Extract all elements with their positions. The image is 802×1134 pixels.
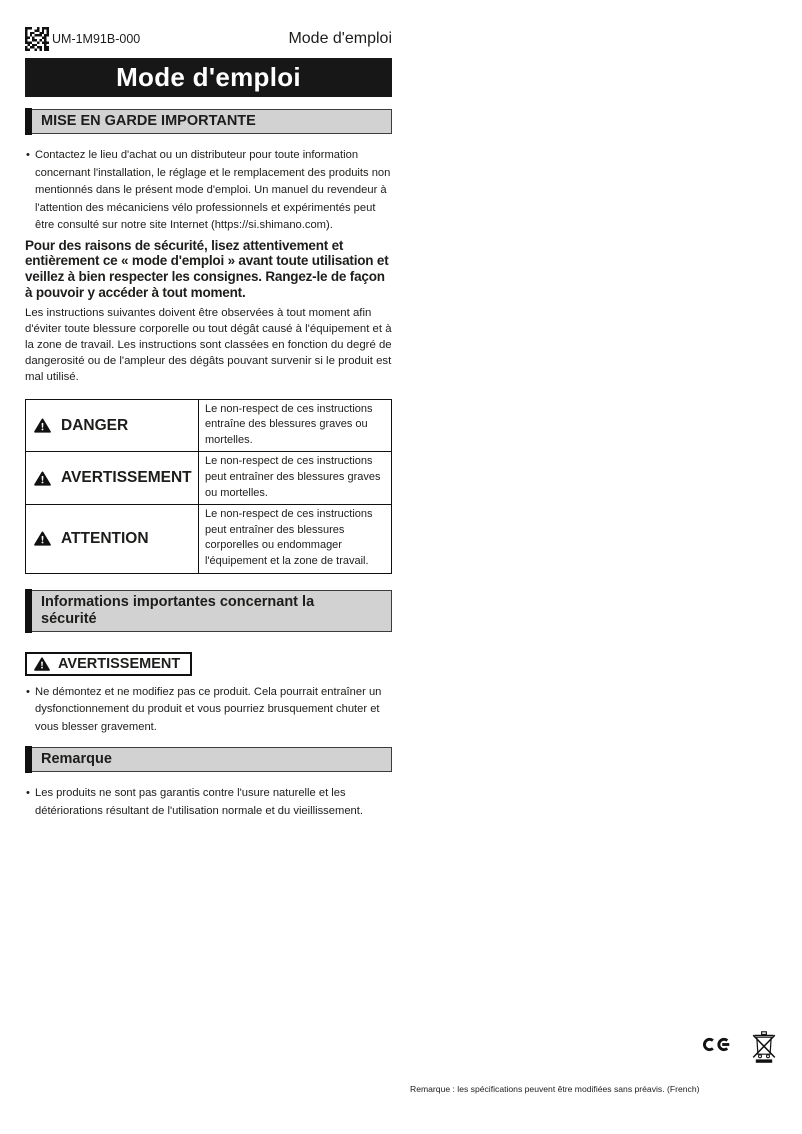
- page-header-title: Mode d'emploi: [288, 29, 392, 47]
- document-header: [25, 26, 392, 51]
- hazard-label: [34, 469, 198, 487]
- bullet-ne-demontez: • Ne démontez et ne modifiez pas ce produit. Cela pourrait entraîner un dysfonctionnement du produit et vous pourriez brusquement chuter et vous blesser gravement.: [25, 684, 392, 737]
- hazard-label-text: DANGER: [61, 416, 129, 434]
- hazard-description: Le non-respect de ces instructions peut entraîner des blessures corporelles ou endommager l'équipement et la zone de travail.: [199, 505, 392, 573]
- hazard-row-danger: [26, 399, 392, 452]
- section-header-remarque: [25, 747, 392, 772]
- section-header-label: MISE EN GARDE IMPORTANTE: [41, 113, 256, 129]
- safety-info-bullets: [25, 684, 392, 737]
- warning-triangle-icon: [34, 418, 51, 433]
- title-banner: Mode d'emploi: [25, 58, 392, 97]
- classification-intro: Les instructions suivantes doivent être observées à tout moment afin d'éviter toute blessure corporelle ou tout dégât causé à l'équipement et à la zone de travail. Les instructions sont classées en fonction du degré de dangerosité ou de l'ampleur des dégâts pouvant survenir si le produit est mal utilisé.: [25, 306, 392, 383]
- important-notice-bullets: [25, 147, 392, 235]
- section-header-label: Informations importantes concernant la sécurité: [41, 593, 315, 627]
- warning-triangle-icon: [34, 531, 51, 546]
- warning-triangle-icon: [34, 657, 50, 671]
- safety-statement: Pour des raisons de sécurité, lisez attentivement et entièrement ce « mode d'emploi » avant toute utilisation et veillez à bien respecter les consignes. Rangez-le de façon à pouvoir y accéder à tout moment.: [25, 237, 389, 300]
- hazard-label: [34, 417, 198, 435]
- bullet-contact-info: • Contactez le lieu d'achat ou un distributeur pour toute information concernant l'installation, le réglage et le remplacement des produits non mentionnés dans le présent mode d'emploi. Un manuel du revendeur à l'attention des mécaniciens vélo professionnels et expérimentés peut être consulté sur notre site Internet (https://si.shimano.com).: [25, 147, 392, 235]
- hazard-label-text: ATTENTION: [61, 529, 149, 547]
- weee-crossed-bin-icon: [752, 1031, 776, 1063]
- section-header-informations-importantes: [25, 590, 392, 632]
- bullet-garantie: • Les produits ne sont pas garantis contre l'usure naturelle et les détériorations résultant de l'utilisation normale et du vieillissement.: [25, 785, 392, 820]
- hazard-description: Le non-respect de ces instructions entraîne des blessures graves ou mortelles.: [199, 399, 392, 452]
- avertissement-box: [25, 652, 192, 676]
- hazard-description: Le non-respect de ces instructions peut entraîner des blessures graves ou mortelles.: [199, 452, 392, 505]
- qr-code-icon: [25, 27, 49, 51]
- content-column: [25, 26, 392, 820]
- footer-note: Remarque : les spécifications peuvent être modifiées sans préavis. (French): [410, 1084, 700, 1094]
- hazard-row-attention: [26, 505, 392, 573]
- hazard-table: [25, 399, 392, 574]
- avertissement-box-label: AVERTISSEMENT: [58, 655, 181, 672]
- note-bullets: [25, 785, 392, 820]
- ce-mark-icon: [703, 1034, 733, 1055]
- section-header-mise-en-garde: [25, 109, 392, 134]
- hazard-label: [34, 530, 198, 548]
- hazard-label-text: AVERTISSEMENT: [61, 469, 192, 487]
- hazard-row-avertissement: [26, 452, 392, 505]
- document-code: UM-1M91B-000: [52, 31, 141, 46]
- section-header-label: Remarque: [41, 751, 112, 768]
- warning-triangle-icon: [34, 471, 51, 486]
